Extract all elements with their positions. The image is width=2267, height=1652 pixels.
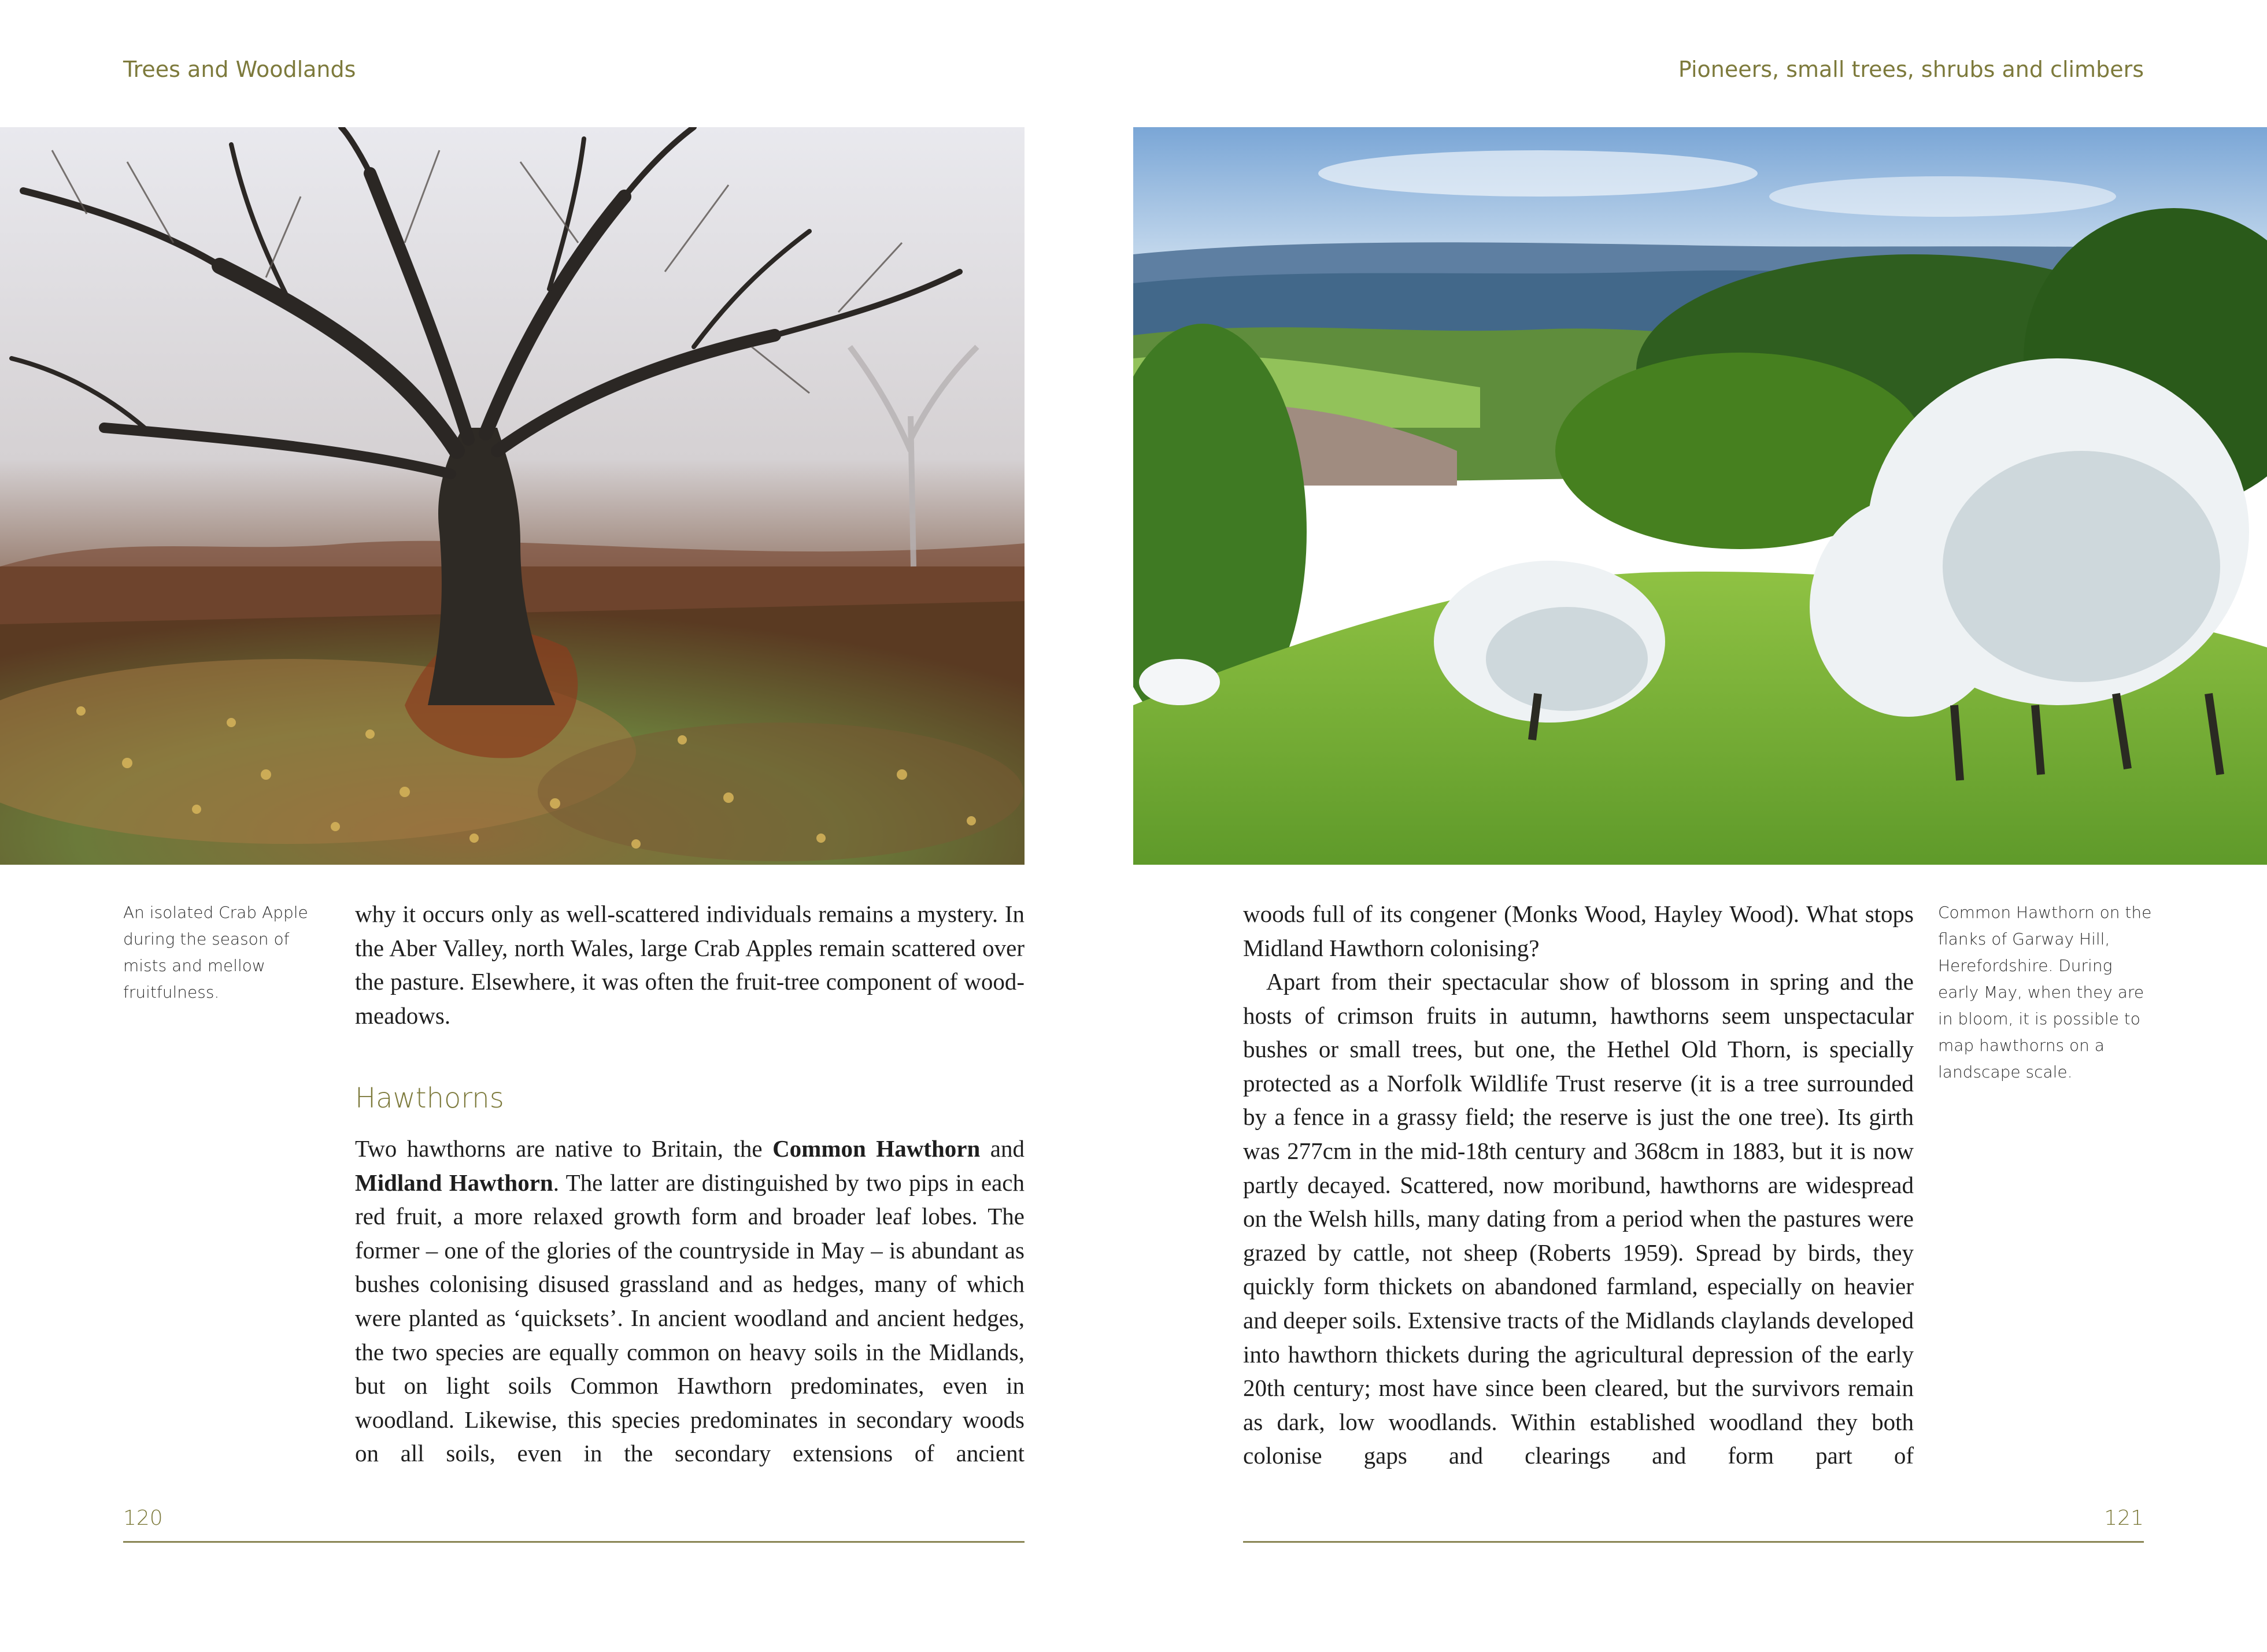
- term-midland-hawthorn: Midland Hawthorn: [355, 1169, 553, 1196]
- running-head-left: Trees and Woodlands: [123, 57, 356, 82]
- left-page: [0, 0, 1133, 1652]
- section-heading: Hawthorns: [355, 1082, 504, 1114]
- paragraph-continued: why it occurs only as well-scattered individuals remains a mystery. In the Aber Valley, north Wales, large Crab Apples remain scattered over the pasture. Elsewhere, it was often the fruit-tree component of wood-meadows.: [355, 901, 1025, 1029]
- paragraph-hethel-thorn: Apart from their spectacular show of blossom in spring and the hosts of crimson fruits in autumn, hawthorns seem unspectacular bushes or small trees, but one, the Hethel Old Thorn, is specially protected as a Norfolk Wildlife Trust reserve (it is a tree surrounded by a fence in a grassy field; the reserve is just the one tree). Its girth was 277cm in the mid-18th century and 368cm in 1883, but it is now partly decayed. Scattered, now moribund, hawthorns are widespread on the Welsh hills, many dating from a period when the pastures were grazed by cattle, not sheep (Roberts 1959). Spread by birds, they quickly form thickets on abandoned farmland, especially on heavier and deeper soils. Extensive tracts of the Midlands claylands developed into hawthorn thickets during the agricultural depression of the early 20th century; most have since been cleared, but the survivors remain as dark, low woodlands. Within established woodland they both colonise gaps and clearings and form part of: [1243, 968, 1914, 1469]
- photo-caption-right: Common Hawthorn on the flanks of Garway Hill, Herefordshire. During early May, when they are in bloom, it is possible to map hawthorns on a landscape scale.: [1938, 903, 2152, 1081]
- footer-rule-right: [1243, 1541, 2144, 1543]
- page-number-right: 121: [2104, 1506, 2144, 1530]
- running-head-right: Pioneers, small trees, shrubs and climbers: [1678, 57, 2144, 82]
- crab-apple-image: [0, 127, 1025, 865]
- page-number-left: 120: [123, 1506, 163, 1530]
- footer-rule-left: [123, 1541, 1025, 1543]
- paragraph-hawthorns: Two hawthorns are native to Britain, the Common Hawthorn and Midland Hawthorn. The latter are distinguished by two pips in each red fruit, a more relaxed growth form and broader leaf lobes. The former – one of the glories of the countryside in May – is abundant as bushes colonising disused grassland and as hedges, many of which were planted as ‘quicksets’. In ancient woodland and ancient hedges, the two species are equally common on heavy soils in the Midlands, but on light soils Common Hawthorn predominates, even in woodland. Likewise, this species predominates in secondary woods on all soils, even in the secondary extensions of ancient: [355, 1135, 1025, 1467]
- crab-apple-photo: [0, 127, 1025, 865]
- term-common-hawthorn: Common Hawthorn: [772, 1135, 981, 1162]
- photo-caption-left: An isolated Crab Apple during the season of mists and mellow fruitfulness.: [123, 903, 308, 1002]
- paragraph-congener: woods full of its congener (Monks Wood, Hayley Wood). What stops Midland Hawthorn colonising?: [1243, 901, 1914, 961]
